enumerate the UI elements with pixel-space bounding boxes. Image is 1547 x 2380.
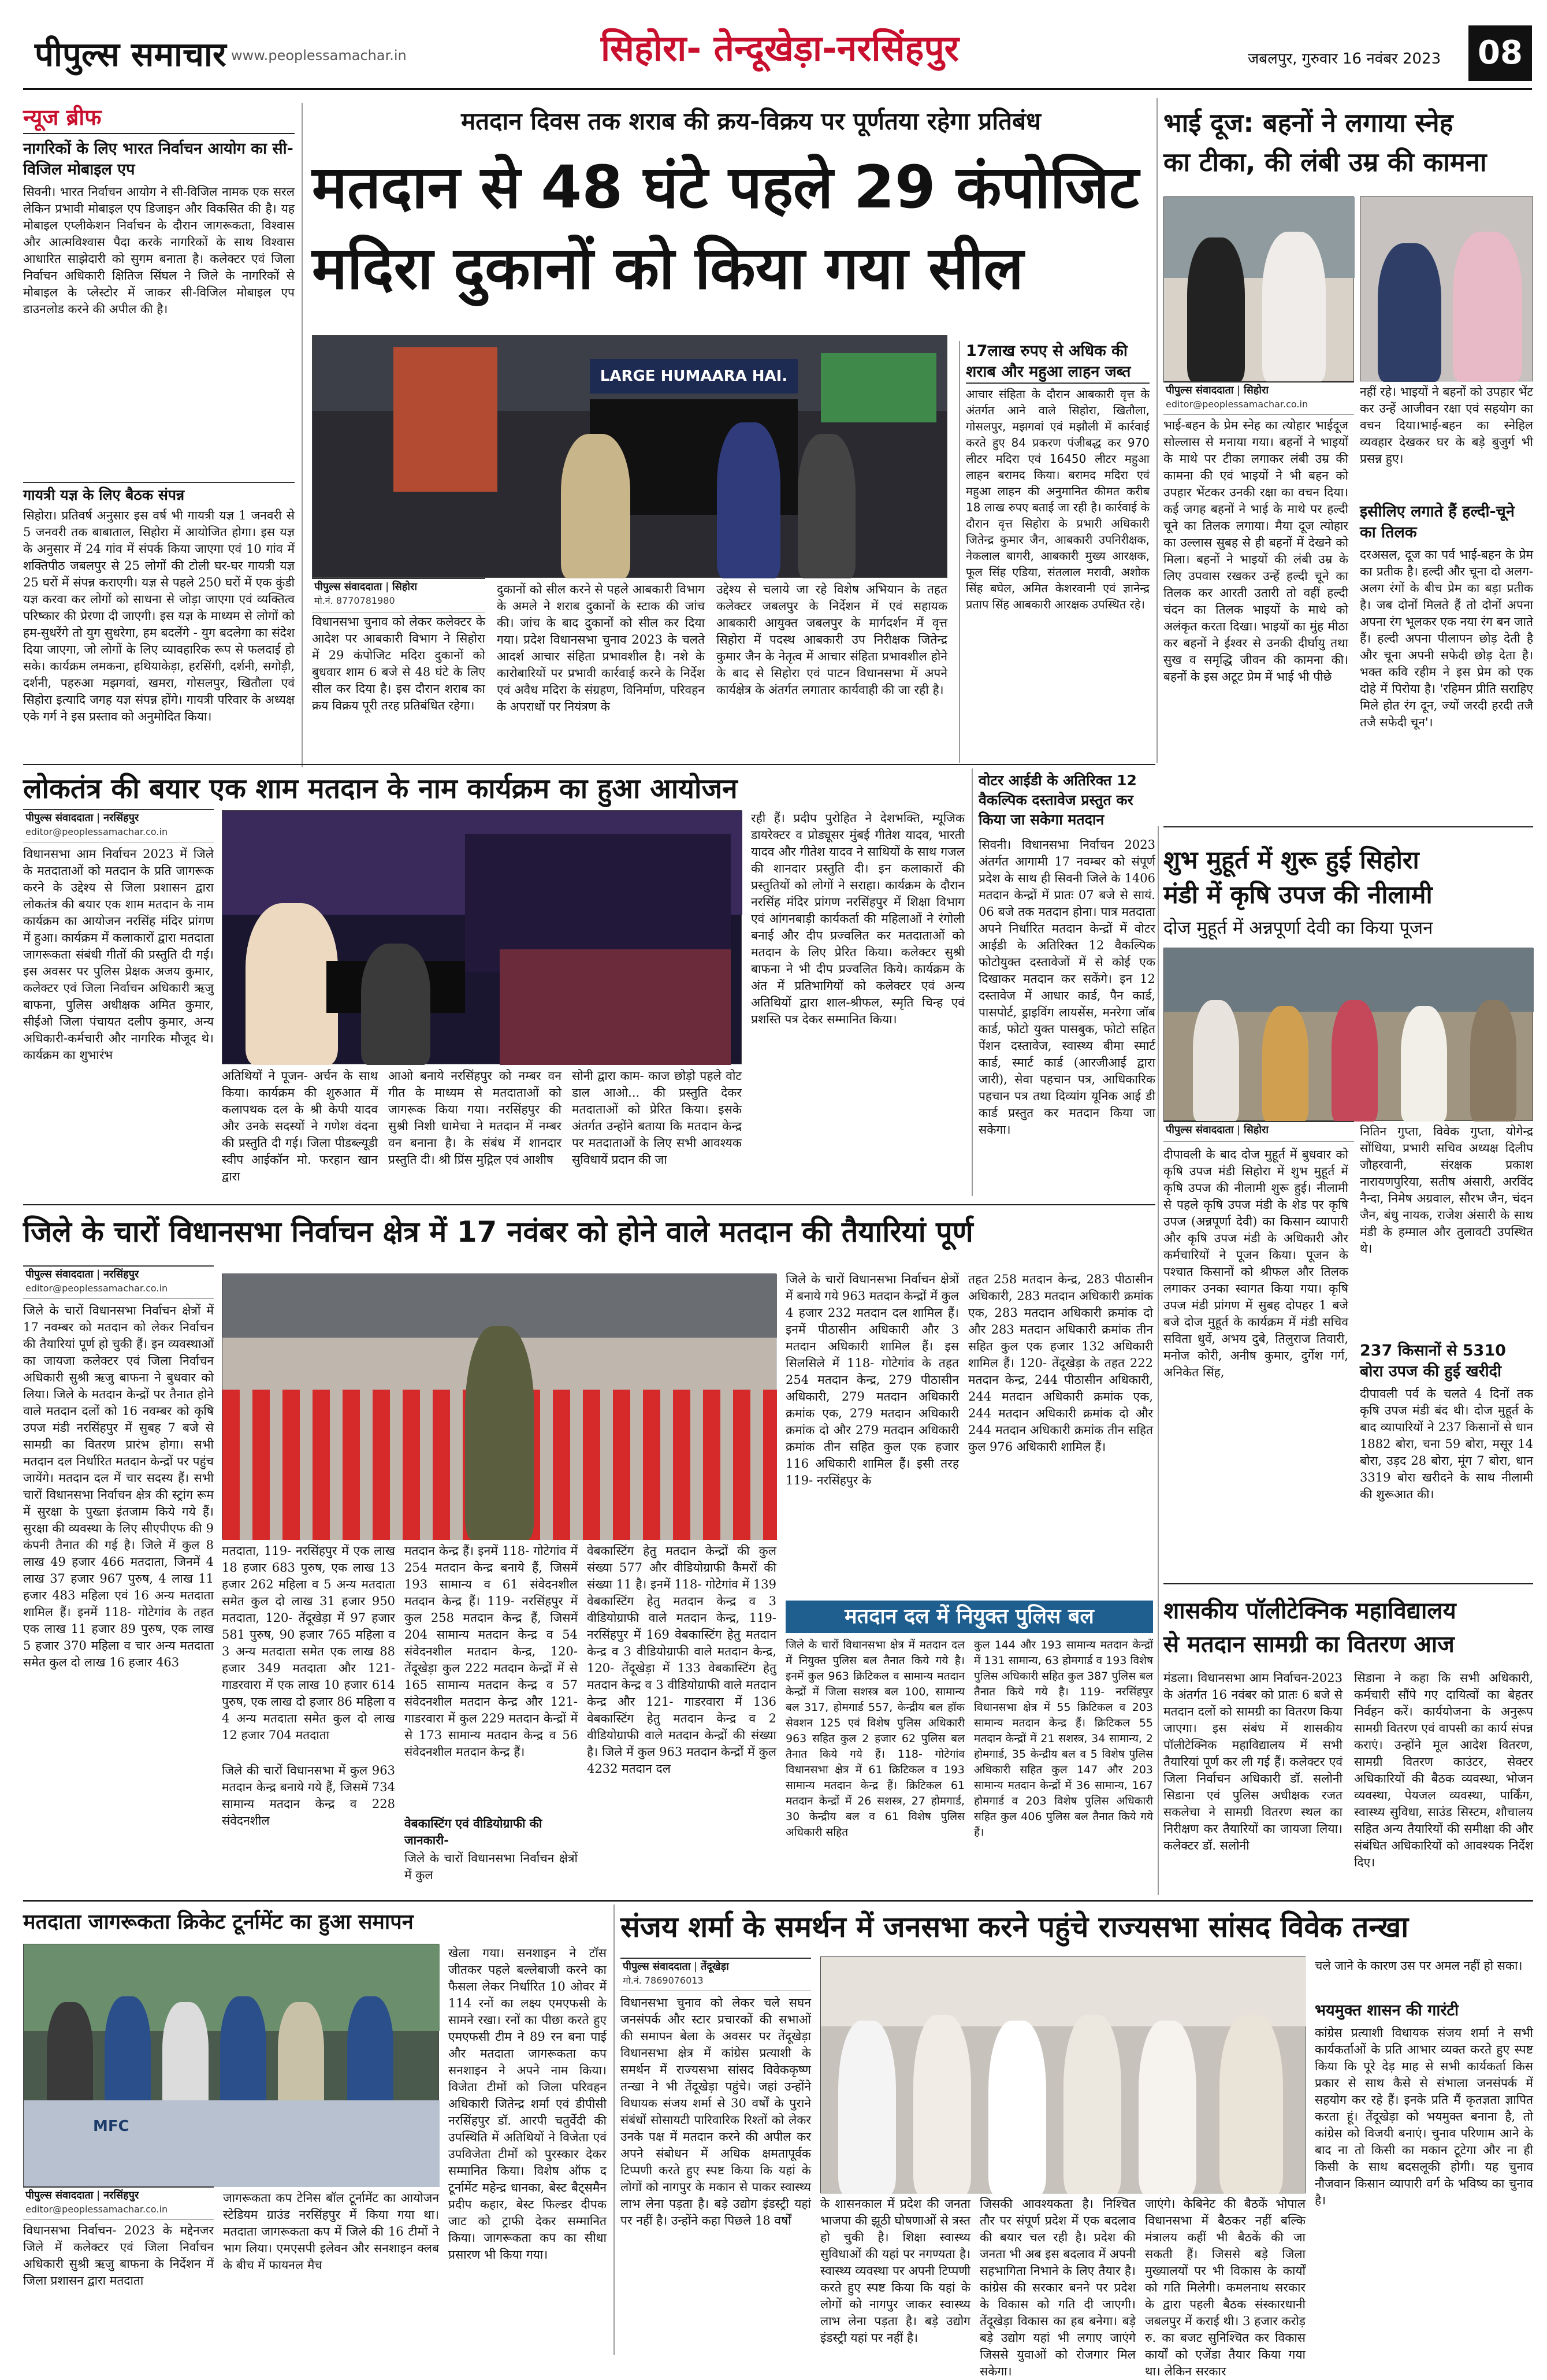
bhaidooj-headline-2: का टीका, की लंबी उम्र की कामना [1163,147,1487,177]
brief-item2-body: सिहोरा। प्रतिवर्ष अनुसार इस वर्ष भी गायत्री यज्ञ 1 जनवरी से 5 जनवरी तक बाबाताल, सिहोरा में आयोजित होगा। इस यज्ञ के अनुसार में 24 गांव में संपर्क किया जाएगा एवं 10 गांव में शक्तिपीठ जबलपुर से 25 लोगों की टोली घर-घर गायत्री यज्ञ 25 घरों में संपन्न कराएगी। यज्ञ से पहले 250 घरों में एक कुंडी यज्ञ करवा कर लोगों को साधना से जोड़ा जाएगा एवं व्यक्तित्व परिष्कार की प्रेरणा दी जाएगी। इस यज्ञ के माध्यम से लोगों को हम-सुधरेंगे तो युग सुधरेगा, हम बदलेंगे - युग बदलेगा का संदेश दिया जाएगा, जो लोगों के लिए व्यावहारिक रूप से फलदाई हो सके। कार्यक्रम लमकना, हथियाकेड़ा, हरसिंगी, दर्शनी, सगोड़ी, दर्शनी, पहरुआ मझगवां, खमरा, गोसलपुर, खितौला एवं सिहोरा इत्यादि जगह यज्ञ संपन्न होंगे। गायत्री परिवार के अध्यक्ष एके गर्ग ने इस प्रस्ताव को अनुमोदित किया। [23,508,295,723]
credit-name: पीपुल्स संवाददाता [25,2189,94,2201]
bhaidooj-photo-1 [1163,196,1354,381]
col-rule [972,768,973,1196]
polytechnic-headline-2: से मतदान सामग्री का वितरण आज [1163,1631,1455,1658]
credit-place: नरसिंहपुर [103,812,139,824]
credit-place: सिहोरा [1243,384,1269,396]
bhaidooj-headline-1: भाई दूज: बहनों ने लगाया स्नेह [1163,107,1453,138]
news-brief [23,103,295,764]
polling-col3b: जिले के चारों विधानसभा निर्वाचन क्षेत्रों में कुल [404,1851,578,1882]
bhaidooj-subhead: इसीलिए लगाते हैं हल्दी-चूने का तिलक [1360,503,1515,541]
credit-name: पीपुल्स संवाददाता [1166,384,1234,396]
col-rule [1156,98,1158,763]
mandi-names: नितिन गुप्ता, विवेक गुप्ता, योगेन्द्र सोंधिया, प्रभारी सचिव अध्यक्ष दिलीप जौहरवानी, संरक्षक प्रकाश नारायणपुरिया, सतीष अंसारी, अरविंद नैन्दा, निमेष अग्रवाल, सौरभ जैन, चंदन जैन, बंधु नायक, राजेश अंसारी के साथ मंडी के हम्माल और तुलावटी उपस्थित थे। [1360,1124,1533,1256]
loktantra-col3: आओ बनाये नरसिंहपुर को नम्बर वन गीत के माध्यम से मतदाताओं को जागरूक किया गया। नरसिंहपुर की सुश्री निशी धामेचा ने मतदान में नम्बर वन बनाना है। के संबंध में शानदार प्रस्तुति दी। श्री प्रिंस मुद्गिल एवं आशीष [388,1069,561,1167]
mandi-credit [1163,1121,1354,1142]
loktantra-col2: अतिथियों ने पूजन- अर्चन के साथ किया। कार्यक्रम की शुरुआत में कलापथक दल के श्री केपी यादव और उनके सदस्यों ने गणेश वंदना की प्रस्तुति दी गई। जिला पीडब्ल्यूडी स्वीप आईकॉन मो. फरहान खान द्वारा [222,1069,378,1183]
credit-separator: | [96,2189,101,2201]
credit-separator: | [96,1268,101,1280]
credit-email: editor@peoplessamachar.co.in [25,826,168,837]
police-headline: मतदान दल में नियुक्त पुलिस बल [786,1601,1153,1633]
loktantra-col1: विधानसभा आम निर्वाचन 2023 में जिले के मतदाताओं को मतदान के प्रति जागरूक करने के उद्देश्य से जिला प्रशासन द्वारा लोकतंत्र की बयार एक शाम मतदान के नाम कार्यक्रम का आयोजन नरसिंह मंदिर प्रांगण में हुआ। कार्यक्रम में कलाकारों द्वारा मतदाता जागरूकता संबंधी गीतों की प्रस्तुति दी गई। इस अवसर पर पुलिस प्रेक्षक अजय कुमार, कलेक्टर एवं जिला निर्वाचन अधिकारी ऋजु बाफना, पुलिस अधीक्षक अमित कुमार, सीईओ जिला पंचायत दलीप कुमार, अन्य अधिकारी-कर्मचारी और नागरिक मौजूद थे। कार्यक्रम का शुभारंभ [23,847,214,1062]
brief-rule [23,133,295,134]
cricket-col3: खेला गया। सनशाइन ने टॉस जीतकर पहले बल्लेबाजी करने का फैसला लेकर निर्धारित 10 ओवर में 114 रनों का लक्ष्य एमएफसी के सामने रखा। रनों का पीछा करते हुए एमएफसी टीम ने 89 रन बना पाई और मतदाता जागरूकता कप सनशाइन ने अपने नाम किया। विजेता टीमों को जिला परिवहन अधिकारी जितेन्द्र शर्मा एवं डीपीसी नरसिंहपुर डॉ. आरपी चतुर्वेदी की उपस्थिति में अतिथियों ने विजेता एवं उपविजेता टीमों को पुरस्कार देकर सम्मानित किया। विशेष ऑफ द टूर्नामेंट महेन्द्र धानका, बेस्ट बैट्समैन प्रदीप कहार, बेस्ट फिल्डर दीपक जाट को ट्राफी देकर सम्मानित किया। जागरूकता कप का सीधा प्रसारण भी किया गया। [448,1946,607,2262]
polling-col2: मतदाता, 119- नरसिंहपुर में एक लाख 18 हजार 683 पुरुष, एक लाख 13 हजार 262 महिला व 5 अन्य मतदाता समेत कुल दो लाख 31 हजार 950 मतदाता, 120- तेंदूखेड़ा में 97 हजार 581 पुरुष, 90 हजार 765 महिला व 3 अन्य मतदाता समेत एक लाख 88 हजार 349 मतदाता और 121- गाडरवारा में एक लाख 10 हजार 614 पुरुष, एक लाख दो हजार 86 महिला व 4 अन्य मतदाता समेत कुल दो लाख 12 हजार 704 मतदाता [222,1544,395,1742]
section-rule [23,1204,1155,1205]
website-url: www.peoplessamachar.in [231,47,407,64]
polytechnic-col1: मंडला। विधानसभा आम निर्वाचन-2023 के अंतर्गत 16 नवंबर को प्रातः 6 बजे से मतदान दलों को सामग्री का वितरण किया जाएगा। इस संबंध में शासकीय पॉलीटेक्निक महाविद्यालय में सभी तैयारियां पूर्ण कर ली गई हैं। कलेक्टर एवं जिला निर्वाचन अधिकारी डॉ. सलोनी सिडाना एवं पुलिस अधीक्षक रजत सकलेचा ने सामग्री वितरण स्थल का निरीक्षण कर तैयारियों का जायजा लिया। कलेक्टर डॉ. सलोनी [1163,1671,1343,1852]
loktantra-credit [23,809,214,842]
polytechnic-headline-1: शासकीय पॉलीटेक्निक महाविद्यालय [1163,1598,1456,1624]
polling-col3: मतदान केन्द्र हैं। इनमें 118- गोटेगांव में 254 मतदान केन्द्र बनाये हैं, जिसमें 193 सामान्य व 61 संवेदनशील मतदान केन्द्र हैं। 119- नरसिंहपुर में कुल 258 मतदान केन्द्र हैं, जिसमें 204 सामान्य मतदान केन्द्र व 54 संवेदनशील मतदान केन्द्र, 120- तेंदूखेड़ा कुल 222 मतदान केन्द्रों में से 165 सामान्य मतदान केन्द्र व 57 संवेदनशील मतदान केन्द्र और 121- गाडरवारा में कुल 229 मतदान केन्द्रों में से 173 सामान्य मतदान केन्द्र व 56 संवेदनशील मतदान केन्द्र हैं। [404,1544,578,1759]
mandi-subhead: 237 किसानों से 5310 बोरा उपज की हुई खरीदी [1360,1342,1506,1380]
shop-sign: LARGE HUMAARA HAI. [590,359,798,393]
credit-separator: | [694,1961,698,1973]
polling-headline: जिले के चारों विधानसभा निर्वाचन क्षेत्र में 17 नवंबर को होने वाले मतदान की तैयारियां पूर्ण [23,1215,973,1249]
mandi-subheadline: दोज मुहूर्त में अन्नपूर्णा देवी का किया पूजन [1163,918,1433,938]
polling-venue-photo [222,1273,776,1539]
polling-col4: वेबकास्टिंग हेतु मतदान केन्द्रों की कुल संख्या 577 और वीडियोग्राफी कैमरों की संख्या 11 है। इनमें 118- गोटेगांव में 139 वेबकास्टिंग हेतु मतदान केन्द्र व 3 वीडियोग्राफी वाले मतदान केन्द्र, 119- नरसिंहपुर में 169 वेबकास्टिंग हेतु मतदान केन्द्र व 3 वीडियोग्राफी वाले मतदान केन्द्र, 120- तेंदूखेड़ा में 133 वेबकास्टिंग हेतु मतदान केन्द्र व 3 वीडियोग्राफी वाले मतदान केन्द्र और 121- गाडरवारा में 136 वेबकास्टिंग हेतु मतदान केन्द्र व 2 वीडियोग्राफी वाले मतदान केन्द्रों की संख्या है। जिले में कुल 963 मतदान केन्द्रों में कुल 4232 मतदान दल [587,1544,776,1776]
liquor-col1: विधानसभा चुनाव को लेकर कलेक्टर के आदेश पर आबकारी विभाग ने सिहोरा में 29 कंपोजिट मदिरा दुकानों को बुधवार शाम 6 बजे से 48 घंटे के लिए सील कर दिया है। इस दौरान शराब का क्रय विक्रय पूरी तरह प्रतिबंधित रहेगा। [312,615,485,712]
sanjay-col4: जाएंगे। केबिनेट की बैठकें भोपाल विधानसभा में बैठकर नहीं बल्कि मंत्रालय कहीं भी बैठकें की जा सकती हैं। जिससे बड़े जिला मुख्यालयों पर भी विकास के कार्यों को गति मिलेगी। कमलनाथ सरकार के द्वारा पहली बैठक संस्कारधानी जबलपुर में कराई थी। 3 हजार करोड़ रु. का बजट सुनिश्चित कर विकास कार्यों को एजेंडा तैयार किया गया था। लेकिन सरकार [1145,2197,1306,2378]
bhaidooj-col1: भाई-बहन के प्रेम स्नेह का त्योहार भाईदूज सोल्लास से मनाया गया। बहनों ने भाइयों के माथे पर टीका लगाकर लंबी उम्र की कामना की एवं भाइयों ने भी बहन को उपहार भेंटकर उनकी रक्षा का वचन दिया। कई जगह बहनों ने भाई के माथे पर हल्दी चूने का तिलक लगाया। मैया दूज त्योहार का उल्लास सुबह से ही बहनों में देखने को मिला। बहनों ने भाइयों की लंबी उम्र के लिए उपवास रखकर उन्हें हल्दी चूने का तिलक कर आरती उतारी तो वहीं हल्दी चंदन का तिलक भाइयों के माथे को अलंकृत करता दिखा। भाइयों का मुंह मीठा कर बहनों ने ईश्वर से उनकी दीर्घायु तथा सुख व समृद्धि जीवन की कामना की। बहनों के इस अटूट प्रेम में भाई भी पीछे [1163,418,1348,684]
section-rule [1163,826,1533,827]
liquor-col3: उद्देश्य से चलाये जा रहे विशेष अभियान के तहत कलेक्टर जबलपुर के निर्देशन में एवं सहायक आबकारी आयुक्त जबलपुर के मार्गदर्शन में वृत्त सिहोरा में पदस्थ आबकारी उप निरीक्षक जितेन्द्र कुमार जैन के नेतृत्व में आचार संहिता प्रभावशील होने के बाद से सिहोरा एवं पाटन विधानसभा में अपने कार्यक्षेत्र के अंतर्गत लगातार कार्यवाही की जा रही है। [716,582,947,697]
sanjay-col5a: चले जाने के कारण उस पर अमल नहीं हो सका। [1315,1959,1523,1973]
newspaper-logo: पीपुल्स समाचार [35,35,226,74]
bhaidooj-photo-2 [1360,196,1533,381]
polling-credit [23,1265,214,1299]
credit-name: पीपुल्स संवाददाता [314,581,382,593]
sanjay-headline: संजय शर्मा के समर्थन में जनसभा करने पहुंचे राज्यसभा सांसद विवेक तन्खा [620,1910,1409,1944]
credit-name: पीपुल्स संवाददाता [1166,1124,1234,1136]
sanjay-col1: विधानसभा चुनाव को लेकर चले सघन जनसंपर्क और स्टार प्रचारकों की सभाओं की समापन बेला के अवसर पर तेंदूखेड़ा विधानसभा क्षेत्र में कांग्रेस प्रत्याशी के समर्थन में राज्यसभा सांसद विवेककृष्ण तन्खा ने भी तेंदूखेड़ा पहुंचे। जहां उन्होंने विधायक संजय शर्मा से 30 वर्षों के पुराने संबंधों सोसायटी पारिवारिक रिश्तों को लेकर उनके पक्ष में मतदान करने की अपील कर अपने संबोधन में अधिक क्षमतापूर्वक टिप्पणी करते हुए स्पष्ट किया कि यहां के लोगों को नागपुर के मकान से पाकर स्वास्थ्य लाभ लेना पड़ता है। बड़े उद्योग इंडस्ट्री यहां पर नहीं है। उन्होंने कहा पिछले 18 वर्षों [620,1996,811,2227]
polling-col2b: जिले की चारों विधानसभा में कुल 963 मतदान केन्द्र बनाये गये हैं, जिसमें 734 सामान्य मतदान केन्द्र व 228 संवेदनशील [222,1763,395,1828]
credit-mobile: मो.नं. 7869076013 [623,1975,704,1986]
polling-col5: जिले के चारों विधानसभा निर्वाचन क्षेत्रों में बनाये गये 963 मतदान केन्द्रों में कुल 4 हजार 232 मतदान दल शामिल हैं। इनमें पीठासीन अधिकारी और 3 मतदान अधिकारी शामिल हैं। इस सिलसिले में 118- गोटेगांव के तहत 254 मतदान केन्द्र, 279 पीठासीन अधिकारी, 279 मतदान अधिकारी क्रमांक एक, 279 मतदान अधिकारी क्रमांक दो और 279 मतदान अधिकारी क्रमांक तीन सहित कुल एक हजार 116 अधिकारी शामिल हैं। इसी तरह 119- नरसिंहपुर के [786,1272,959,1487]
credit-separator: | [1237,384,1241,396]
liquor-box-body: आचार संहिता के दौरान आबकारी वृत्त के अंतर्गत आने वाले सिहोरा, खितौला, गोसलपुर, मझगवां एवं मझौली में कार्रवाई करते हुए 84 प्रकरण पंजीबद्ध कर 970 लीटर मदिरा एवं 16450 लीटर महुआ लाहन बरामद किया। बरामद मदिरा एवं महुआ लाहन की अनुमानित कीमत करीब 18 लाख रुपए बताई जा रही है। कार्रवाई के दौरान वृत्त सिहोरा के प्रभारी अधिकारी जितेन्द्र कुमार जैन, आबकारी उपनिरीक्षक, नेकलाल बागरी, आबकारी मुख्य आरक्षक, फूल सिंह एडिया, संतलाल मरावी, अशोक सिंह बघेल, अमित केशरवानी एवं ज्ञानेन्द्र प्रताप सिंह आबकारी आरक्षक उपस्थित रहे। [966,387,1150,611]
sanjay-credit [620,1958,811,1991]
cricket-col2: जागरूकता कप टेनिस बॉल टूर्नामेंट का आयोजन स्टेडियम ग्राउंड नरसिंहपुर में किया गया था। मतदाता जागरूकता कप में जिले की 16 टीमों ने भाग लिया। एमएसपी इलेवन और सनशाइन क्लब के बीच में फायनल मैच [223,2191,439,2272]
loktantra-headline: लोकतंत्र की बयार एक शाम मतदान के नाम कार्यक्रम का हुआ आयोजन [23,773,738,805]
mandi-photo [1163,948,1533,1121]
section-rule [1163,1583,1533,1584]
credit-mobile: मो.नं. 8770781980 [314,595,395,606]
masthead-rule [23,88,1532,90]
credit-place: सिहोरा [392,581,418,593]
credit-email: editor@peoplessamachar.co.in [1166,399,1308,410]
page-number: 08 [1468,25,1532,81]
liquor-headline-2: मदिरा दुकानों को किया गया सील [312,234,1024,303]
credit-place: सिहोरा [1243,1124,1269,1136]
credit-place: नरसिंहपुर [103,1268,139,1280]
credit-email: editor@peoplessamachar.co.in [25,1283,168,1294]
brief-item1-body: सिवनी। भारत निर्वाचन आयोग ने सी-विजिल नामक एक सरल लेकिन प्रभावी मोबाइल एप डिजाइन और विकसित की है। यह मोबाइल एप्लीकेशन निर्वाचन के दौरान जागरूकता, विश्वास और आत्मविश्वास पैदा करके नागरिकों के साथ विश्वास आधारित साझेदारी को सुगम बनाता है। कलेक्टर एवं जिला निर्वाचन अधिकारी क्षितिज सिंघल ने जिले के नागरिकों से मोबाइल के प्लेस्टोर में जाकर सी-विजिल मोबाइल एप डाउनलोड करने की अपील की है। [23,185,295,316]
sanjay-col3: जिसकी आवश्यकता है। निश्चित तौर पर संपूर्ण प्रदेश में एक बदलाव की बयार चल रही है। प्रदेश की जनता भी अब इस बदलाव में अपनी सहभागिता निभाने के लिए तैयार है। कांग्रेस की सरकार बनने पर प्रदेश के विकास को गति दी जाएगी। तेंदूखेड़ा विकास का हब बनेगा। बड़े बड़े उद्योग यहां भी लगाए जाएंगे जिससे युवाओं को रोजगार मिल सकेगा। [980,2197,1136,2378]
brief-label: न्यूज ब्रीफ [23,105,102,130]
sanjay-col5b: कांग्रेस प्रत्याशी विधायक संजय शर्मा ने सभी कार्यकर्ताओं के प्रति आभार व्यक्त करते हुए स्पष्ट किया कि पूरे देड़ माह से सभी कार्यकर्ता किस प्रकार से साथ कैसे से संभाला जनसंपर्क में सहयोग कर रहे हैं। इनके प्रति मैं कृतज्ञता ज्ञापित करता हूं। तेंदूखेड़ा को भयमुक्त बनाना है, तो कांग्रेस को विजयी बनाएं। चुनाव परिणाम आने के बाद ना तो किसी का मकान टूटेगा और ना ही किसी के साथ बदसलूकी होगी। यह चुनाव नौजवान किसान व्यापारी वर्ग के भविष्य का चुनाव है। [1315,2026,1533,2207]
liquor-box-title: 17लाख रुपए से अधिक की शराब और महुआ लाहन जब्त [966,341,1150,384]
masthead [0,0,1547,98]
col-rule [1158,826,1159,1895]
mandi-body1: दीपावली के बाद दोज मुहूर्त में बुधवार को कृषि उपज मंडी सिहोरा में शुभ मुहूर्त में कृषि उपज की नीलामी शुरू हुई। नीलामी से पहले कृषि उपज मंडी के शेड पर कृषि उपज (अन्नपूर्णा देवी) का किसान व्यापारी और कृषि उपज मंडी के अधिकारी और कर्मचारियों ने पूजन किया। पूजन के पश्चात किसानों को श्रीफल और तिलक लगाकर उनका स्वागत किया गया। कृषि उपज मंडी प्रांगण में सुबह दोपहर 1 बजे बजे दोज मुहूर्त के कार्यक्रम में मंडी सचिव सविता धुर्वे, अभय दुबे, तिलुराज तिवारी, मनोज कोरी, अनीष कुमार, दुर्गेश गर्ग, अनिकेत सिंह, [1163,1148,1348,1379]
liquor-headline-1: मतदान से 48 घंटे पहले 29 कंपोजिट [312,153,1139,222]
liquor-sidebox [959,341,1150,763]
dateline: जबलपुर, गुरुवार 16 नवंबर 2023 [1248,50,1441,68]
credit-separator: | [385,581,389,593]
loktantra-stage-photo [222,810,742,1064]
bhaidooj-credit [1163,381,1354,415]
polytechnic-col2: सिडाना ने कहा कि सभी अधिकारी, कर्मचारी सौंपे गए दायित्वों का बेहतर निर्वहन करें। कार्ययोजना के अनुरूप सामग्री वितरण एवं वापसी का कार्य संपन्न कराएं। उन्होंने मूल आदेश वितरण, सामग्री वितरण काउंटर, सेक्टर अधिकारियों की बैठक व्यवस्था, भोजन व्यवस्था, पेयजल व्यवस्था, पार्किंग, स्वास्थ्य सुविधा, साउंड सिस्टम, शौचालय सहित अन्य तैयारियों की समीक्षा की और संबंधित अधिकारियों को आवश्यक निर्देश दिए। [1354,1671,1533,1869]
mandi-body2: दीपावली पर्व के चलते 4 दिनों तक कृषि उपज मंडी बंद थी। दोज मुहूर्त के बाद व्यापारियों ने 237 किसानों से धान 1882 बोरा, चना 59 बोरा, मसूर 14 बोरा, उड़द 28 बोरा, मूंग 7 बोरा, धान 3319 बोरा खरीदने के साथ नीलामी की शुरूआत की। [1360,1387,1533,1501]
bhaidooj-col2b: दरअसल, दूज का पर्व भाई-बहन के प्रेम का प्रतीक है। हल्दी और चूना दो अलग-अलग रंगों के बीच प्रेम का बड़ा प्रतीक है। जब दोनों मिलते हैं तो दोनों अपना अपना रंग भूलकर एक नया रंग बन जाते हैं। हल्दी अपना पीलापन छोड़ देती है और चूना अपनी सफेदी छोड़ देता है। भक्त कवि रहीम ने इस प्रेम को एक दोहे में पिरोया है। 'रहिमन प्रीति सराहिए मिले होत रंग दून, ज्यों जरदी हरदी तजै तजै सफेदी चून'। [1360,548,1533,729]
voterid-headline: वोटर आईडी के अतिरिक्त 12 वैकल्पिक दस्तावेज प्रस्तुत कर किया जा सकेगा मतदान [979,772,1137,828]
loktantra-col4: सोनी द्वारा काम- काज छोड़ो पहले वोट डाल आओ... की प्रस्तुति देकर मतदाताओं को प्रेरित किया। इसके अंतर्गत उन्होंने बताया कि मतदान केन्द्र पर मतदाताओं के लिए सभी आवश्यक सुविधायें प्रदान की जा [572,1069,742,1167]
police-col1: जिले के चारों विधानसभा क्षेत्र में मतदान दल में नियुक्त पुलिस बल तैनात किये गये है। इनमें कुल 963 क्रिटिकल व सामान्य मतदान केन्द्रों में जिला सशस्त्र बल 100, सामान्य बल 317, होमगार्ड 557, केन्द्रीय बल हॉक सेवशन 125 एवं विशेष पुलिस अधिकारी 963 सहित कुल 2 हजार 62 पुलिस बल तैनात किये गये हैं। 118- गोटेगांव विधानसभा क्षेत्र में 61 क्रिटिकल व 193 सामान्य मतदान केन्द्र हैं। क्रिटिकल 61 मतदान केन्द्रों में 26 सशस्त्र, 27 होमगार्ड, 30 केन्द्रीय बल व 61 विशेष पुलिस अधिकारी सहित [786,1639,965,1839]
credit-name: पीपुल्स संवाददाता [623,1961,691,1973]
brief-item2-title: गायत्री यज्ञ के लिए बैठक संपन्न [23,482,295,505]
brief-item1-title: नागरिकों के लिए भारत निर्वाचन आयोग का सी-विजिल मोबाइल एप [23,140,293,179]
sanjay-rally-photo [820,1956,1306,2193]
cricket-col1: विधानसभा निर्वाचन- 2023 के मद्देनजर जिले में कलेक्टर एवं जिला निर्वाचन अधिकारी सुश्री ऋजु बाफना के निर्देशन में जिला प्रशासन द्वारा मतदाता [23,2223,214,2288]
sanjay-subhead: भयमुक्त शासन की गारंटी [1315,2002,1459,2019]
cricket-headline: मतदाता जागरूकता क्रिकेट टूर्नामेंट का हुआ समापन [23,1910,414,1934]
liquor-col2: दुकानों को सील करने से पहले आबकारी विभाग के अमले ने शराब दुकानों के स्टाक की जांच की। जांच के बाद दुकानों को सील कर दिया गया। प्रदेश विधानसभा चुनाव 2023 के चलते आदर्श आचार संहिता प्रभावशील है। नशे के कारोबारियों पर प्रभावी कार्रवाई करने के निर्देश एवं अवैध मदिरा के संग्रहण, विनिर्माण, परिवहन के अपराधों पर नियंत्रण के [497,582,705,714]
section-rule [23,1900,1533,1902]
credit-place: तेंदूखेड़ा [700,1961,729,1973]
credit-name: पीपुल्स संवाददाता [25,1268,94,1280]
jersey-text: MFC [93,2118,129,2135]
credit-separator: | [1237,1124,1241,1136]
bhaidooj-col2a: नहीं रहे। भाइयों ने बहनों को उपहार भेंट कर उन्हें आजीवन रक्षा एवं सहयोग का वचन दिया।भाई-बहन का स्नेहिल व्यवहार देखकर घर के बड़े बुजुर्ग भी प्रसन्न हुए। [1360,385,1533,466]
mandi-headline-2: मंडी में कृषि उपज की नीलामी [1163,881,1433,909]
loktantra-col5: रही हैं। प्रदीप पुरोहित ने देशभक्ति, म्यूजिक डायरेक्टर व प्रोड्यूसर मुंबई गीतेश यादव, भारती यादव और गीतेश यादव ने साथियों के साथ गजल की शानदार प्रस्तुति दी। इन कलाकारों की प्रस्तुतियों को लोगों ने सराहा। कार्यक्रम के दौरान नरसिंह मंदिर प्रांगण नरसिंहपुर में शिक्षा विभाग एवं आंगनबाड़ी कार्यकर्ता की महिलाओं ने रंगोली बनाई और दीप प्रज्वलित कर मतदाताओं को मतदान के लिए प्रेरित किया। कलेक्टर सुश्री बाफना ने भी दीप प्रज्वलित किये। कार्यक्रम के अंत में प्रतिभागियों को कलेक्टर एवं अन्य अतिथियों द्वारा शाल-श्रीफल, स्मृति चिन्ह एवं प्रशस्ति पत्र देकर सम्मानित किया। [751,811,965,1026]
credit-place: नरसिंहपुर [103,2189,139,2201]
liquor-shop-photo [312,335,947,578]
col-rule [302,103,303,767]
credit-name: पीपुल्स संवाददाता [25,812,94,824]
section-rule [23,764,1155,765]
col-rule [613,1904,615,2355]
mandi-headline-1: शुभ मुहूर्त में शुरू हुई सिहोरा [1163,846,1419,875]
polling-col6: तहत 258 मतदान केन्द्र, 283 पीठासीन अधिकारी, 283 मतदान अधिकारी क्रमांक एक, 283 मतदान अधिकारी क्रमांक दो और 283 मतदान अधिकारी क्रमांक तीन सहित कुल एक हजार 132 अधिकारी शामिल हैं। 120- तेंदूखेड़ा के तहत 222 मतदान केन्द्र, 244 पीठासीन अधिकारी, 244 मतदान अधिकारी क्रमांक एक, 244 मतदान अधिकारी क्रमांक दो और 244 मतदान अधिकारी क्रमांक तीन सहित कुल 976 अधिकारी शामिल हैं। [968,1272,1153,1454]
liquor-credit [312,578,485,612]
section-title: सिहोरा- तेन्दूखेड़ा-नरसिंहपुर [601,27,960,69]
liquor-kicker: मतदान दिवस तक शराब की क्रय-विक्रय पर पूर्णतया रहेगा प्रतिबंध [461,107,1041,135]
polling-webcast-title: वेबकास्टिंग एवं वीडियोग्राफी की जानकारी- [404,1817,542,1847]
credit-separator: | [96,812,101,824]
sanjay-col2: के शासनकाल में प्रदेश की जनता भाजपा की झूठी घोषणाओं से त्रस्त हो चुकी है। शिक्षा स्वास्थ्य सुविधाओं की यहां पर नगण्यता है। स्वास्थ्य व्यवस्था पर अपनी टिप्पणी करते हुए स्पष्ट किया कि यहां के लोगों को नागपुर जाकर स्वास्थ्य लाभ लेना पड़ता है। बड़े उद्योग इंडस्ट्री यहां पर नहीं है। [820,2197,970,2345]
cricket-credit [23,2186,214,2220]
voterid-body: सिवनी। विधानसभा निर्वाचन 2023 अंतर्गत आगामी 17 नवम्बर को संपूर्ण प्रदेश के साथ ही सिवनी जिले के 1406 मतदान केन्द्रों में प्रातः 07 बजे से सायं. 06 बजे तक मतदान होना। पात्र मतदाता अपने निर्धारित मतदान केन्द्रों में वोटर आईडी के अतिरिक्त 12 वैकल्पिक फोटोयुक्त दस्तावेजों में से कोई एक दिखाकर मतदान कर सकेंगे। इन 12 दस्तावेज में आधार कार्ड, पैन कार्ड, पासपोर्ट, ड्राइविंग लायसेंस, मनरेगा जॉब कार्ड, फोटो युक्त पासबुक, फोटो सहित पेंशन दस्तावेज, स्वास्थ्य बीमा स्मार्ट कार्ड, स्मार्ट कार्ड (आरजीआई द्वारा जारी), सेवा पहचान पत्र, आधिकारिक पहचान पत्र तथा दिव्यांग यूनिक आई डी कार्ड प्रस्तुत कर मतदान किया जा सकेगा। [979,838,1155,1137]
polling-col1: जिले के चारों विधानसभा निर्वाचन क्षेत्रों में 17 नवम्बर को मतदान को लेकर निर्वाचन की तैयारियां पूर्ण हो चुकी हैं। इन व्यवस्थाओं का जायजा कलेक्टर एवं जिला निर्वाचन अधिकारी सुश्री ऋजु बाफना ने बुधवार को लिया। जिले के मतदान केन्द्रों पर तैनात होने वाले मतदान दलों को 16 नवम्बर को कृषि उपज मंडी नरसिंहपुर में सुबह 7 बजे से सामग्री का वितरण प्रारंभ होगा। सभी मतदान दल निर्धारित मतदान केन्द्रों पर पहुंच जायेंगे। मतदान दल में चार सदस्य हैं। सभी चारों विधानसभा निर्वाचन क्षेत्र की स्ट्रांग रूम में सुरक्षा के पुख्ता इंतजाम किये गये हैं। सुरक्षा की व्यवस्था के लिए सीएपीएफ की 9 कंपनी तैनात की गई है। जिले में कुल 8 लाख 49 हजार 466 मतदाता, जिनमें 4 लाख 37 हजार 967 पुरुष, 4 लाख 11 हजार 483 महिला एवं 16 अन्य मतदाता शामिल हैं। इनमें 118- गोटेगांव के तहत एक लाख 11 हजार 89 पुरुष, एक लाख 5 हजार 370 महिला व चार अन्य मतदाता समेत कुल दो लाख 16 हजार 463 [23,1304,214,1669]
credit-email: editor@peoplessamachar.co.in [25,2204,168,2215]
cricket-team-photo [23,1944,439,2186]
police-col2: कुल 144 और 193 सामान्य मतदान केन्द्रों में 131 सामान्य, 63 होमगार्ड व 193 विशेष पुलिस अधिकारी सहित कुल 387 पुलिस बल तैनात किये गये है। 119- नरसिंहपुर विधानसभा क्षेत्र में 55 क्रिटिकल व 203 सामान्य मतदान केन्द्र हैं। क्रिटिकल 55 मतदान केन्द्रों में 21 सशस्त्र, 34 सामान्य, 2 होमगार्ड, 35 केन्द्रीय बल व 5 विशेष पुलिस अधिकारी सहित कुल 147 और 203 सामान्य मतदान केन्द्रों में 36 सामान्य, 167 होमगार्ड व 203 विशेष पुलिस अधिकारी सहित कुल 406 पुलिस बल तैनात किये गये हैं। [974,1639,1153,1839]
